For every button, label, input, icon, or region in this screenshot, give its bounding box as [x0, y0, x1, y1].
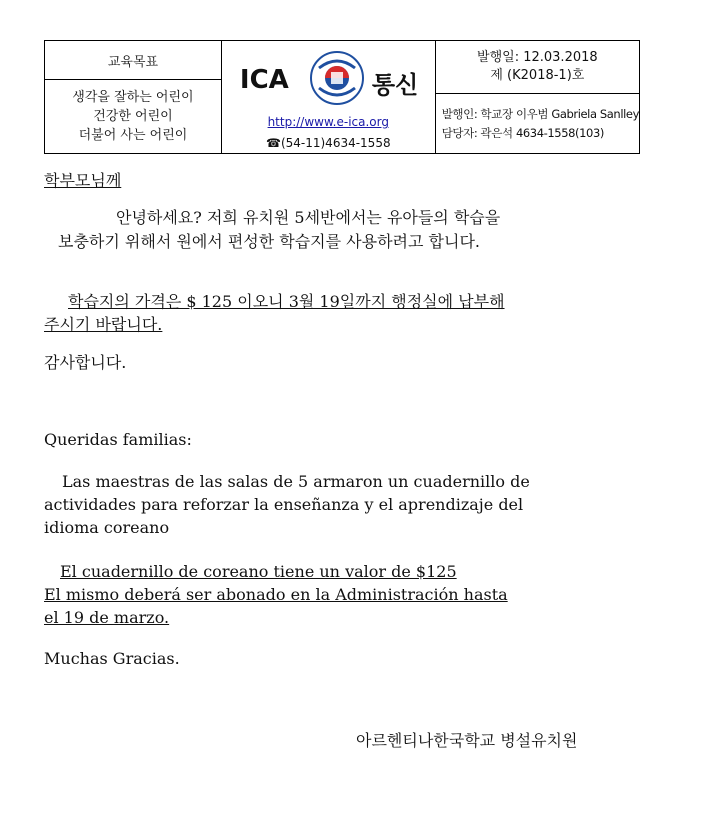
school-phone: ☎(54-11)4634-1558	[266, 136, 391, 150]
issue-date: 발행일: 12.03.2018	[477, 50, 598, 65]
issue-info-box	[436, 41, 639, 153]
goal-item: 생각을 잘하는 어린이	[72, 90, 194, 105]
signature: 아르헨티나한국학교 병설유치원	[356, 731, 578, 750]
spanish-body-line: idioma coreano	[44, 518, 170, 537]
issue-number: 제 (K2018-1)호	[490, 68, 585, 83]
school-website-link[interactable]: http://www.e-ica.org	[267, 115, 389, 129]
korean-notice-line: 주시기 바랍니다.	[44, 315, 163, 334]
logo-tongsin-text: 통신	[371, 71, 419, 99]
issue-info-top	[436, 41, 639, 94]
education-goals-box	[45, 41, 222, 153]
spanish-notice-line: el 19 de marzo.	[44, 608, 170, 627]
logo-ica-text: ICA	[239, 65, 289, 95]
goals-title: 교육목표	[45, 41, 221, 80]
spanish-thanks: Muchas Gracias.	[44, 649, 180, 668]
publisher: 발행인: 학교장 이우범 Gabriela Sanlley	[441, 106, 639, 121]
newsletter-header	[44, 40, 640, 154]
spanish-body-line: Las maestras de las salas de 5 armaron un cuadernillo de	[62, 472, 530, 491]
issue-info-bottom	[436, 94, 639, 153]
goal-item: 더불어 사는 어린이	[78, 128, 188, 143]
spanish-notice-line: El cuadernillo de coreano tiene un valor de $125	[60, 562, 457, 581]
korean-body-line: 안녕하세요? 저희 유치원 5세반에서는 유아들의 학습을	[116, 208, 501, 227]
school-emblem-icon	[309, 50, 365, 106]
goals-list	[45, 80, 221, 153]
korean-notice-line: 학습지의 가격은 $ 125 이오니 3월 19일까지 행정실에 납부해	[68, 292, 505, 311]
logo-box	[222, 41, 436, 153]
korean-body-line: 보충하기 위해서 원에서 편성한 학습지를 사용하려고 합니다.	[58, 232, 481, 251]
korean-salutation: 학부모님께	[44, 171, 122, 190]
goal-item: 건강한 어린이	[93, 109, 173, 124]
korean-thanks: 감사합니다.	[44, 353, 127, 372]
spanish-body-line: actividades para reforzar la enseñanza y el aprendizaje del	[44, 495, 524, 514]
spanish-salutation: Queridas familias:	[44, 430, 192, 449]
spanish-notice-line: El mismo deberá ser abonado en la Administración hasta	[44, 585, 508, 604]
contact-person: 담당자: 곽은석 4634-1558(103)	[441, 125, 604, 140]
